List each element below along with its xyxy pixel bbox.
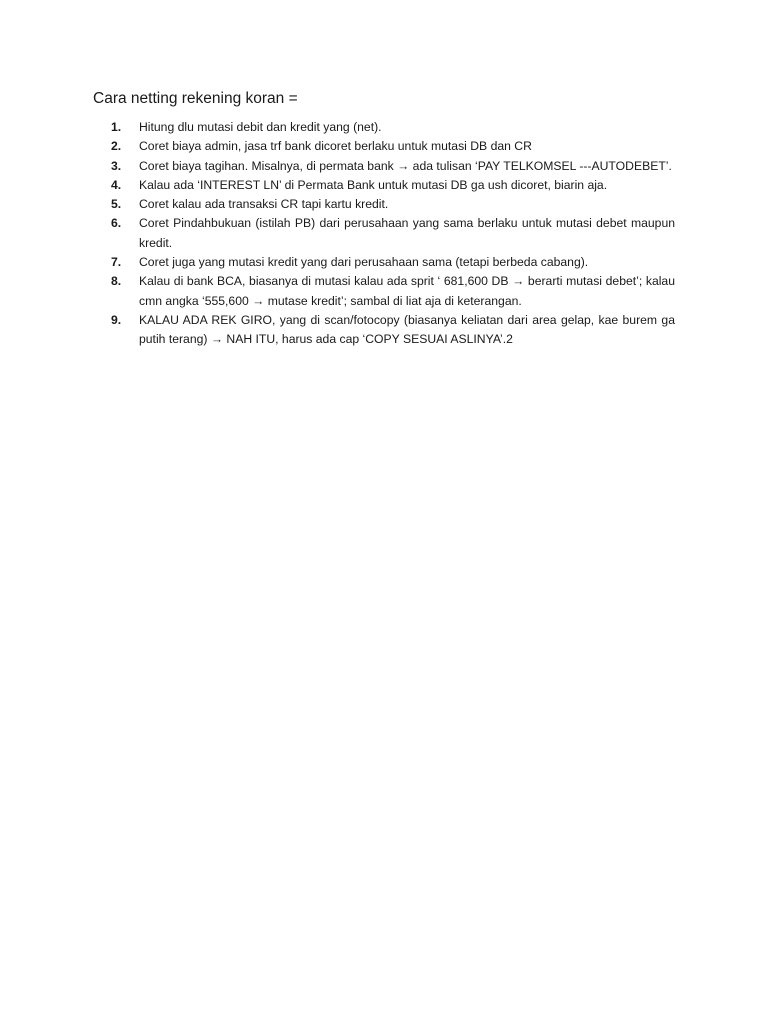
list-item-number: 9. (111, 312, 122, 327)
list-item-text: Coret juga yang mutasi kredit yang dari perusahaan sama (tetapi berbeda cabang). (139, 255, 589, 270)
list-item-text: Hitung dlu mutasi debit dan kredit yang (net). (139, 120, 382, 134)
list-item (105, 137, 675, 156)
list-item-number: 4. (111, 177, 122, 192)
list-item-text: Coret Pindahbukuan (istilah PB) dari perusahaan yang sama berlaku untuk mutasi debet maupun kredit. (139, 216, 675, 250)
list-item-text: KALAU ADA REK GIRO, yang di scan/fotocopy (biasanya keliatan dari area gelap, kae burem ga putih terang) → NAH ITU, harus ada cap ‘COPY SESUAI ASLINYA’.2 (139, 312, 675, 347)
list-item-text: Coret kalau ada transaksi CR tapi kartu kredit. (139, 197, 389, 212)
list-item-number: 6. (111, 216, 122, 231)
list-item (105, 195, 675, 214)
list-item-number: 2. (111, 139, 122, 154)
list-item-number: 8. (111, 274, 122, 289)
list-item (105, 311, 675, 350)
list-item (105, 214, 675, 253)
list-item (105, 272, 675, 311)
list-item-number: 3. (111, 158, 122, 173)
list-item-text: Coret biaya admin, jasa trf bank dicoret berlaku untuk mutasi DB dan CR (139, 139, 532, 154)
list-item (105, 157, 675, 176)
list-item-number: 1. (111, 120, 122, 134)
list-item (105, 253, 675, 272)
list-item-number: 7. (111, 255, 122, 270)
list-item-number: 5. (111, 197, 122, 212)
list-item (105, 176, 675, 195)
list-item-text: Kalau ada ‘INTEREST LN’ di Permata Bank untuk mutasi DB ga ush dicoret, biarin aja. (139, 177, 608, 192)
instruction-list (105, 118, 675, 350)
page-title: Cara netting rekening koran = (93, 90, 298, 107)
list-item-text: Coret biaya tagihan. Misalnya, di permata bank → ada tulisan ‘PAY TELKOMSEL ---AUTODEBET’. (139, 158, 672, 173)
list-item-text: Kalau di bank BCA, biasanya di mutasi kalau ada sprit ‘ 681,600 DB → berarti mutasi debet’; kalau cmn angka ‘555,600 → mutase kredit’; sambal di liat aja di keterangan. (139, 274, 675, 308)
list-item (105, 118, 675, 137)
